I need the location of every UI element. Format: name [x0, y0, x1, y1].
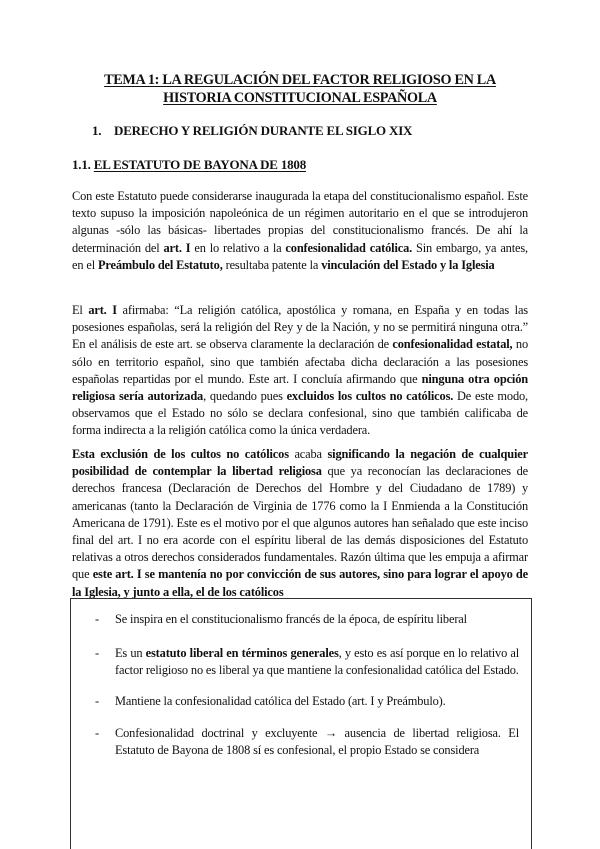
p1-bold: vinculación del Estado y la Iglesia: [321, 257, 495, 272]
list-item-text: [115, 645, 519, 679]
list-item: [95, 611, 519, 628]
list-item-text: Mantiene la confesionalidad católica del Estado (art. I y Preámbulo).: [115, 694, 446, 708]
item2-text: Es un: [115, 646, 146, 660]
p2-bold: confesionalidad estatal,: [392, 337, 513, 352]
subsection-number: 1.1.: [72, 157, 91, 172]
p1-text: resultaba patente la: [222, 257, 322, 272]
section-heading: [92, 123, 412, 139]
p3-bold: Esta exclusión de los cultos no católicos: [72, 447, 289, 461]
p3-text: que ya reconocían las declaraciones de derechos francesa (Declaración de Derechos del Hombre y del Ciudadano de 1789) y americanas (tanto la Declaración de Virginia de 1776 como la I Enmienda a la Constitución Americana de 1791). Este es el motivo por el que algunos autores han señalado que este inciso final del art. I no era acorde con el espíritu liberal de las demás disposiciones del Estatuto relativas a otros derechos considerados fundamentales. Razón última que les empuja a afirmar que: [72, 464, 528, 582]
list-item-text: Se inspira en el constitucionalismo francés de la época, de espíritu liberal: [115, 612, 467, 626]
subsection-heading: [72, 157, 306, 173]
bullet-dash: -: [95, 612, 99, 626]
p2-bold: art. I: [88, 303, 117, 317]
p2-text: De este modo, observamos que el Estado no sólo se declara confesional, sino que también calificaba de forma indirecta a la religión católica como la única verdadera.: [72, 389, 528, 438]
p2-text: no sólo en territorio español, sino que también afectaba dicha declaración a las posesiones españolas repartidas por el mundo. Este art. I concluía afirmando que: [72, 337, 528, 386]
p1-bold: Preámbulo del Estatuto,: [97, 257, 223, 272]
document-title: [70, 71, 530, 107]
summary-box: [70, 598, 532, 849]
p2-text: El: [72, 303, 89, 317]
p2-bold: ninguna otra opción religiosa sería autorizada: [72, 371, 528, 404]
list-item: [95, 725, 519, 759]
p1-text: Con este Estatuto puede considerarse inaugurada la etapa del constitucionalismo español. Este texto supuso la imposición napoleónica de un régimen autoritario en el que se introdujeron algunas -sólo las básicas- libertades propias del constitucionalismo francés. De ahí la determinación del: [72, 189, 528, 255]
p2-text: afirmaba: “La religión católica, apostólica y romana, en España y en todas las posesiones españolas, será la religión del Rey y de la Nación, y no se permitirá ninguna otra.” En el análisis de este art. se observa claramente la declaración de: [72, 303, 528, 352]
item2-text: , y esto es así porque en lo relativo al factor religioso no es liberal ya que mantiene la confesionalidad católica del Estado.: [115, 646, 519, 678]
bullet-dash: -: [95, 726, 99, 740]
section-title: DERECHO Y RELIGIÓN DURANTE EL SIGLO XIX: [114, 123, 413, 138]
title-line-2: HISTORIA CONSTITUCIONAL ESPAÑOLA: [163, 90, 437, 106]
list-item: [95, 693, 519, 710]
p3-bold: este art. I se mantenía no por convicción de sus autores, sino para lograr el apoyo de la Iglesia, y junto a ella, el de los católicos: [72, 567, 529, 599]
p2-text: , quedando pues: [203, 389, 287, 404]
item2-bold: estatuto liberal en términos generales: [145, 646, 339, 660]
title-line-1: TEMA 1: LA REGULACIÓN DEL FACTOR RELIGIOSO EN LA: [104, 72, 496, 88]
section-number: 1.: [92, 123, 102, 138]
p1-bold: confesionalidad católica.: [285, 240, 413, 255]
paragraph-3: [72, 446, 528, 601]
bullet-dash: -: [95, 646, 99, 660]
paragraph-1: [72, 188, 528, 274]
paragraph-2: [72, 302, 528, 440]
p3-text: acaba: [288, 447, 328, 461]
list-item: [95, 645, 519, 679]
p3-bold: significando la negación de cualquier posibilidad de contemplar la libertad religiosa: [72, 447, 529, 479]
p2-bold: excluidos los cultos no católicos.: [286, 389, 454, 404]
p1-text: en lo relativo a la: [190, 240, 286, 255]
p1-text: Sin embargo, ya antes, en el: [72, 240, 528, 272]
p1-bold: art. I: [163, 240, 191, 255]
list-item-text: Confesionalidad doctrinal y excluyente → ausencia de libertad religiosa. El Estatuto de Bayona de 1808 sí es confesional, el propio Estado se considera: [115, 726, 519, 758]
subsection-title: EL ESTATUTO DE BAYONA DE 1808: [93, 157, 307, 172]
bullet-dash: -: [95, 694, 99, 708]
